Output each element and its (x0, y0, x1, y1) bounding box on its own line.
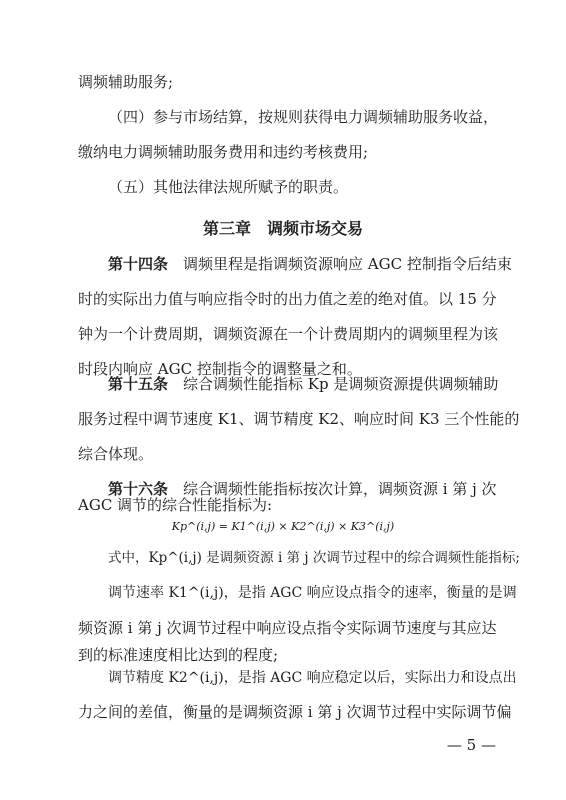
page-number: — 5 — (446, 736, 496, 754)
text-line: 调频辅助服务; (78, 73, 174, 91)
article-16-label: 第十六条 (108, 480, 169, 498)
article-15-text-1: 综合调频性能指标 Kp 是调频资源提供调频辅助 (183, 375, 499, 393)
definition-k1-line-2: 频资源 i 第 j 次调节过程中响应设点指令实际调节速度与其应达 (78, 619, 497, 637)
article-14-line-3: 钟为一个计费周期，调频资源在一个计费周期内的调频里程为该 (78, 325, 499, 343)
definition-k2-line-1: 调节精度 K2^(i,j)，是指 AGC 响应稳定以后，实际出力和设点出 (108, 670, 517, 686)
definition-k1-line-1: 调节速率 K1^(i,j)，是指 AGC 响应设点指令的速率，衡量的是调 (108, 585, 517, 601)
chapter-title: 第三章 调频市场交易 (202, 219, 363, 238)
definition-k1-line-3: 到的标准速度相比达到的程度; (78, 646, 279, 664)
item-5-line: （五）其他法律法规所赋予的职责。 (108, 178, 349, 196)
article-14-line-2: 时的实际出力值与响应指令时的出力值之差的绝对值。以 15 分 (78, 290, 497, 308)
article-16-text-1: 综合调频性能指标按次计算，调频资源 i 第 j 次 (183, 480, 497, 498)
item-4-line-2: 缴纳电力调频辅助服务费用和违约考核费用; (78, 143, 369, 161)
article-15-line-2: 服务过程中调节速度 K1、调节精度 K2、响应时间 K3 三个性能的 (78, 410, 520, 428)
formula: Kp^(i,j) = K1^(i,j) × K2^(i,j) × K3^(i,j) (171, 520, 395, 533)
article-14-text-1: 调频里程是指调频资源响应 AGC 控制指令后结束 (183, 255, 512, 273)
article-14-label: 第十四条 (108, 255, 169, 273)
item-4-line-1: （四）参与市场结算，按规则获得电力调频辅助服务收益， (108, 108, 499, 126)
article-15-label: 第十五条 (108, 375, 169, 393)
definition-kp: 式中，Kp^(i,j) 是调频资源 i 第 j 次调节过程中的综合调频性能指标; (108, 550, 520, 566)
article-15-line-1 (108, 374, 498, 394)
article-14-line-1 (108, 254, 512, 274)
article-15-line-3: 综合体现。 (78, 445, 154, 463)
definition-k2-line-2: 力之间的差值，衡量的是调频资源 i 第 j 次调节过程中实际调节偏 (78, 703, 512, 721)
article-14-line-4: 时段内响应 AGC 控制指令的调整量之和。 (78, 360, 362, 378)
article-16-line-2: AGC 调节的综合性能指标为: (78, 496, 273, 514)
